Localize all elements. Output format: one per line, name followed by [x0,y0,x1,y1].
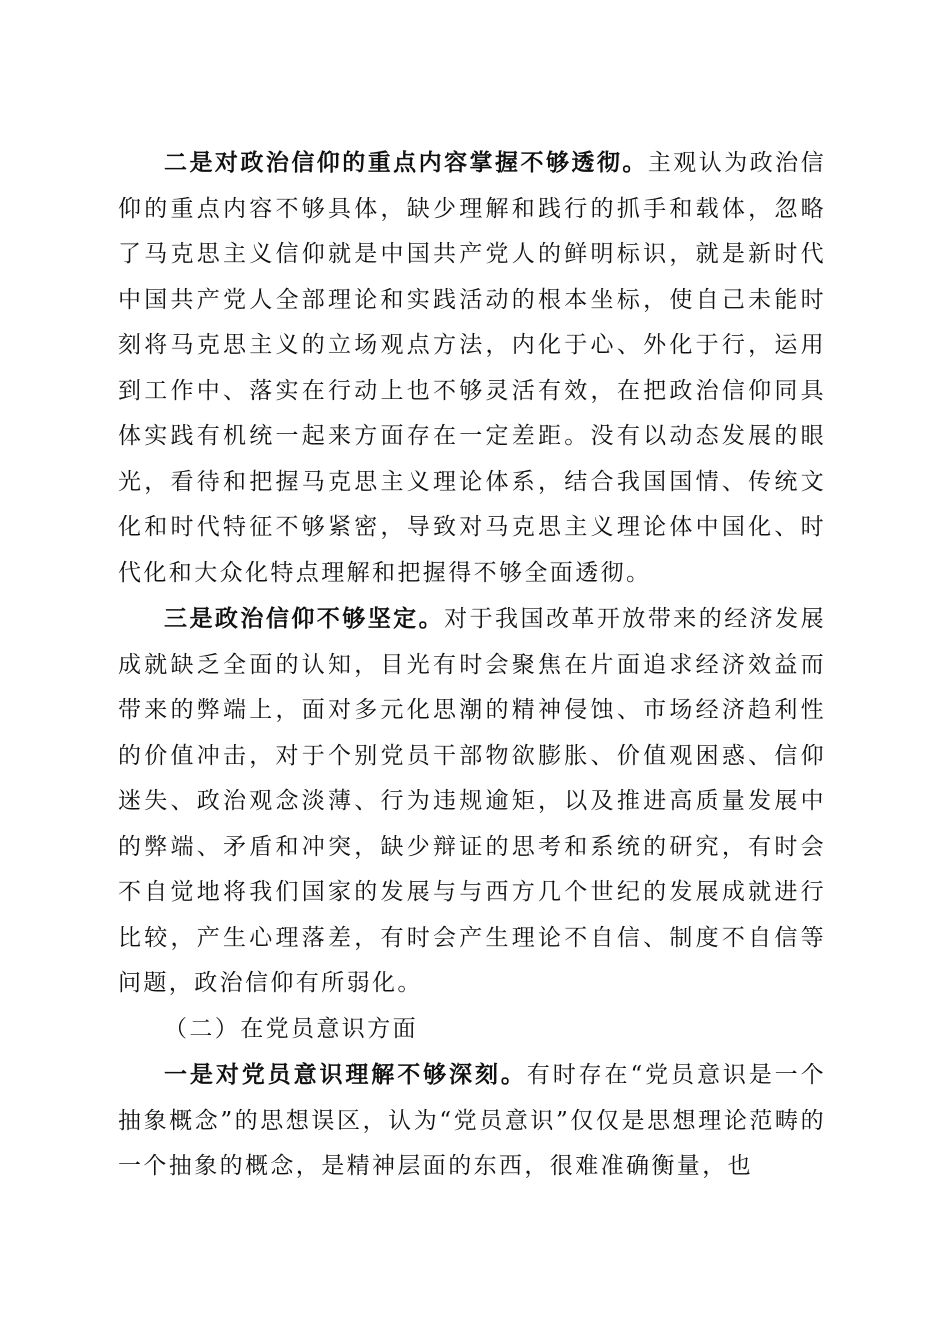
paragraph-lead: 三是政治信仰不够坚定。 [164,605,445,632]
section-heading: （二）在党员意识方面 [164,1015,418,1042]
paragraph-political-belief-firmness [118,596,826,1007]
document-body [118,140,826,1190]
paragraph-party-member-awareness [118,1052,826,1190]
paragraph-lead: 二是对政治信仰的重点内容掌握不够透彻。 [164,149,648,176]
paragraph-text: 对于我国改革开放带来的经济发展成就缺乏全面的认知，目光有时会聚焦在片面追求经济效益而带来的弊端上，面对多元化思潮的精神侵蚀、市场经济趋利性的价值冲击，对于个别党员干部物欲膨胀、价值观困惑、信仰迷失、政治观念淡薄、行为违规逾矩，以及推进高质量发展中的弊端、矛盾和冲突，缺少辩证的思考和系统的研究，有时会不自觉地将我们国家的发展与与西方几个世纪的发展成就进行比较，产生心理落差，有时会产生理论不自信、制度不自信等问题，政治信仰有所弱化。 [118,606,827,996]
paragraph-text: 有时存在“党员意识是一个抽象概念”的思想误区，认为“党员意识”仅仅是思想理论范畴的一个抽象的概念，是精神层面的东西，很难准确衡量，也 [118,1062,826,1179]
paragraph-political-belief-content [118,140,826,596]
paragraph-text: 主观认为政治信仰的重点内容不够具体，缺少理解和践行的抓手和载体，忽略了马克思主义信仰就是中国共产党人的鲜明标识，就是新时代中国共产党人全部理论和实践活动的根本坐标，使自己未能时刻将马克思主义的立场观点方法，内化于心、外化于行，运用到工作中、落实在行动上也不够灵活有效，在把政治信仰同具体实践有机统一起来方面存在一定差距。没有以动态发展的眼光，看待和把握马克思主义理论体系，结合我国国情、传统文化和时代特征不够紧密，导致对马克思主义理论体中国化、时代化和大众化特点理解和把握得不够全面透彻。 [118,150,826,586]
paragraph-lead: 一是对党员意识理解不够深刻。 [164,1061,527,1088]
